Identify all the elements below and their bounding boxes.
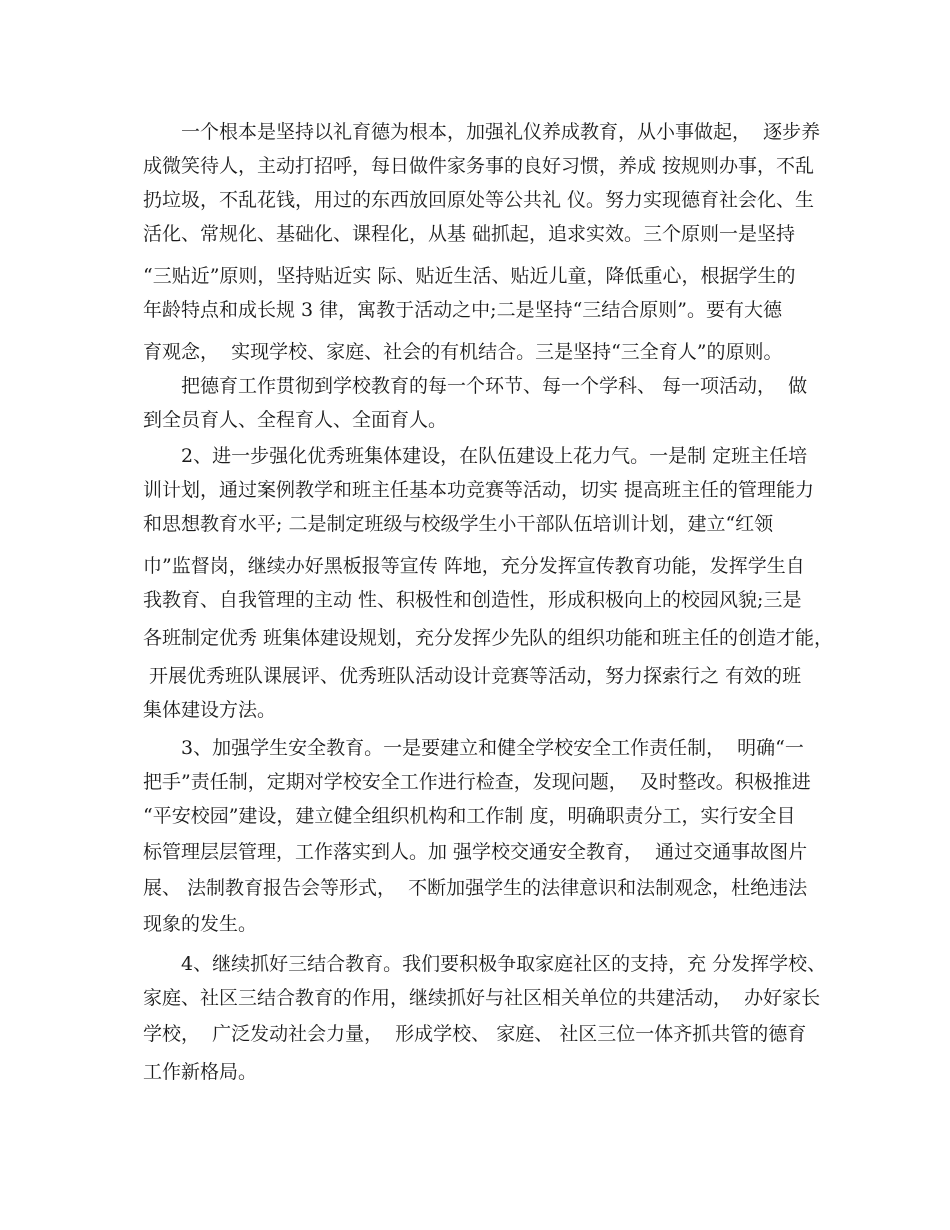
text-line: 各班制定优秀 班集体建设规划，充分发挥少先队的组织功能和班主任的创造才能， — [143, 627, 834, 649]
text-line: 3、加强学生安全教育。一是要建立和健全学校安全工作责任制， 明确“一 — [181, 737, 804, 759]
text-line: 和思想教育水平; 二是制定班级与校级学生小干部队伍培训计划，建立“红领 — [143, 513, 774, 535]
text-line: 展、 法制教育报告会等形式， 不断加强学生的法律意识和法制观念，杜绝违法 — [143, 877, 808, 899]
text-line: 标管理层层管理，工作落实到人。加 强学校交通安全教育， 通过交通事故图片 — [143, 841, 808, 863]
text-line: 把手”责任制，定期对学校安全工作进行检查，发现问题， 及时整改。积极推进 — [143, 771, 811, 793]
text-line: 现象的发生。 — [143, 913, 258, 935]
text-line: 把德育工作贯彻到学校教育的每一个环节、每一个学科、 每一项活动， 做 — [181, 375, 808, 397]
text-line: 学校， 广泛发动社会力量， 形成学校、 家庭、 社区三位一体齐抓共管的德育 — [143, 1023, 807, 1045]
text-line: 集体建设方法。 — [143, 699, 277, 721]
text-line: 年龄特点和成长规 3 律，寓教于活动之中;二是坚持“三结合原则”。要有大德 — [143, 299, 782, 321]
text-line: 扔垃圾，不乱花钱，用过的东西放回原处等公共礼 仪。努力实现德育社会化、生 — [143, 189, 815, 211]
text-line: 成微笑待人，主动打招呼，每日做件家务事的良好习惯，养成 按规则办事，不乱 — [143, 155, 815, 177]
text-line: 到全员育人、全程育人、全面育人。 — [143, 409, 448, 431]
text-line: 育观念， 实现学校、家庭、社会的有机结合。三是坚持“三全育人”的原则。 — [143, 341, 783, 363]
text-line: 活化、常规化、基础化、课程化，从基 础抓起，追求实效。三个原则一是坚持 — [143, 223, 796, 245]
text-line: 2、进一步强化优秀班集体建设，在队伍建设上花力气。一是制 定班主任培 — [181, 445, 808, 467]
text-line: 开展优秀班队课展评、优秀班队活动设计竞赛等活动，努力探索行之 有效的班 — [143, 665, 802, 687]
text-line: 训计划，通过案例教学和班主任基本功竞赛等活动，切实 提高班主任的管理能力 — [143, 479, 815, 501]
text-line: 家庭、社区三结合教育的作用，继续抓好与社区相关单位的共建活动， 办好家长 — [143, 987, 821, 1009]
text-line: 巾”监督岗，继续办好黑板报等宣传 阵地，充分发挥宣传教育功能，发挥学生自 — [143, 555, 805, 577]
text-line: 我教育、自我管理的主动 性、积极性和创造性，形成积极向上的校园风貌;三是 — [143, 589, 802, 611]
text-line: 4、继续抓好三结合教育。我们要积极争取家庭社区的支持，充 分发挥学校、 — [181, 953, 827, 975]
text-line: “三贴近”原则，坚持贴近实 际、贴近生活、贴近儿童，降低重心，根据学生的 — [143, 265, 796, 287]
text-line: 工作新格局。 — [143, 1061, 258, 1083]
text-line: 一个根本是坚持以礼育德为根本，加强礼仪养成教育，从小事做起， 逐步养 — [181, 121, 821, 143]
text-line: “平安校园”建设，建立健全组织机构和工作制 度，明确职责分工，实行安全目 — [143, 805, 796, 827]
